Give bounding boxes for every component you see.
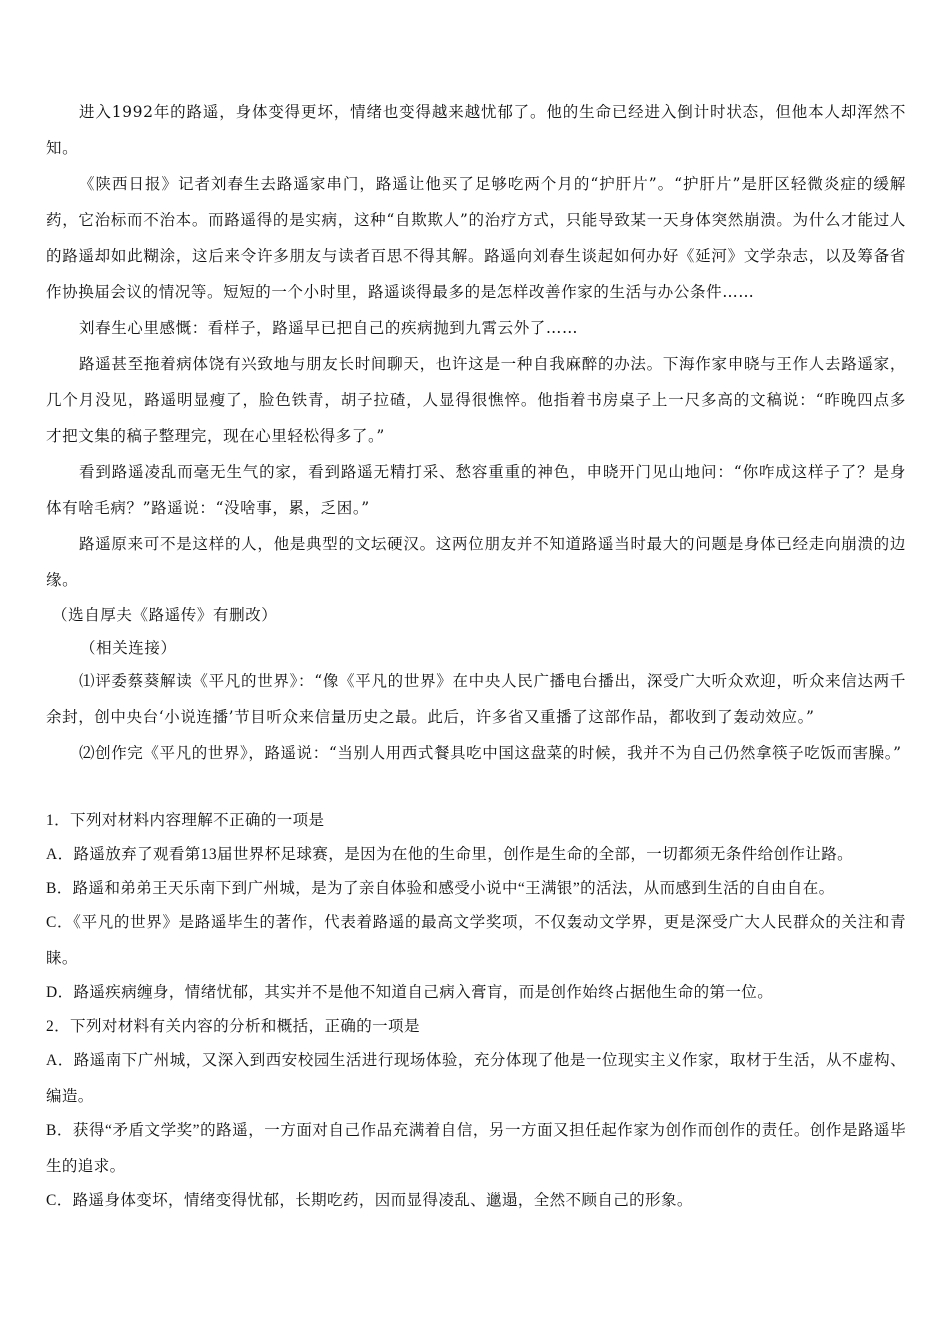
related-item-1: ⑴评委蔡葵解读《平凡的世界》：“像《平凡的世界》在中央人民广播电台播出，深受广大听众欢迎，听众来信达两千余封，创中央台‘小说连播’节目听众来信量历史之最。此后，许多省又重播了这部作品，都收到了轰动效应。” — [46, 672, 906, 726]
question-2-option-b: B．获得“矛盾文学奖”的路遥，一方面对自己作品充满着自信，另一方面又担任起作家为创作而创作的责任。创作是路遥毕生的追求。 — [46, 1122, 906, 1175]
related-item-2: ⑵创作完《平凡的世界》，路遥说：“当别人用西式餐具吃中国这盘菜的时候，我并不为自己仍然拿筷子吃饭而害臊。” — [79, 744, 902, 762]
question-2-option-a: A．路遥南下广州城，又深入到西安校园生活进行现场体验，充分体现了他是一位现实主义作家，取材于生活，从不虚构、编造。 — [46, 1052, 906, 1105]
question-2-option-c: C．路遥身体变坏，情绪变得忧郁，长期吃药，因而显得凌乱、邋遢，全然不顾自己的形象。 — [46, 1192, 693, 1209]
article-paragraph: 路遥甚至拖着病体饶有兴致地与朋友长时间聊天，也许这是一种自我麻醉的办法。下海作家申晓与王作人去路遥家，几个月没见，路遥明显瘦了，脸色铁青，胡子拉碴，人显得很憔悴。他指着书房桌子上一尺多高的文稿说：“昨晚四点多才把文集的稿子整理完，现在心里轻松得多了。” — [46, 355, 906, 445]
article-paragraph: 路遥原来可不是这样的人，他是典型的文坛硬汉。这两位朋友并不知道路遥当时最大的问题是身体已经走向崩溃的边缘。 — [46, 535, 906, 589]
question-1-stem: 1．下列对材料内容理解不正确的一项是 — [46, 812, 325, 829]
article-paragraph: 《陕西日报》记者刘春生去路遥家串门，路遥让他买了足够吃两个月的“护肝片”。“护肝片”是肝区轻微炎症的缓解药，它治标而不治本。而路遥得的是实病，这种“自欺欺人”的治疗方式，只能导致某一天身体突然崩溃。为什么才能过人的路遥却如此糊涂，这后来令许多朋友与读者百思不得其解。路遥向刘春生谈起如何办好《延河》文学杂志，以及筹备省作协换届会议的情况等。短短的一个小时里，路遥谈得最多的是怎样改善作家的生活与办公条件…… — [46, 175, 906, 301]
article-paragraph: 刘春生心里感慨：看样子，路遥早已把自己的疾病抛到九霄云外了…… — [79, 319, 579, 337]
question-1-option-a: A．路遥放弃了观看第13届世界杯足球赛，是因为在他的生命里，创作是生命的全部，一切都须无条件给创作让路。 — [46, 846, 853, 863]
article-paragraph: 进入1992年的路遥，身体变得更坏，情绪也变得越来越忧郁了。他的生命已经进入倒计时状态，但他本人却浑然不知。 — [46, 103, 906, 157]
question-1-option-b: B．路遥和弟弟王天乐南下到广州城，是为了亲自体验和感受小说中“王满银”的活法，从而感到生活的自由自在。 — [46, 880, 835, 897]
question-2-stem: 2．下列对材料有关内容的分析和概括，正确的一项是 — [46, 1018, 420, 1035]
question-1-option-d: D．路遥疾病缠身，情绪忧郁，其实并不是他不知道自己病入膏肓，而是创作始终占据他生命的第一位。 — [46, 984, 774, 1001]
source-citation: （选自厚夫《路遥传》有删改） — [52, 606, 278, 624]
article-paragraph: 看到路遥凌乱而毫无生气的家，看到路遥无精打采、愁容重重的神色，申晓开门见山地问：“你咋成这样子了？是身体有啥毛病？”路遥说：“没啥事，累，乏困。” — [46, 463, 906, 517]
related-heading: （相关连接） — [80, 639, 177, 657]
question-1-option-c: C．《平凡的世界》是路遥毕生的著作，代表着路遥的最高文学奖项，不仅轰动文学界，更是深受广大人民群众的关注和青睐。 — [46, 914, 906, 967]
